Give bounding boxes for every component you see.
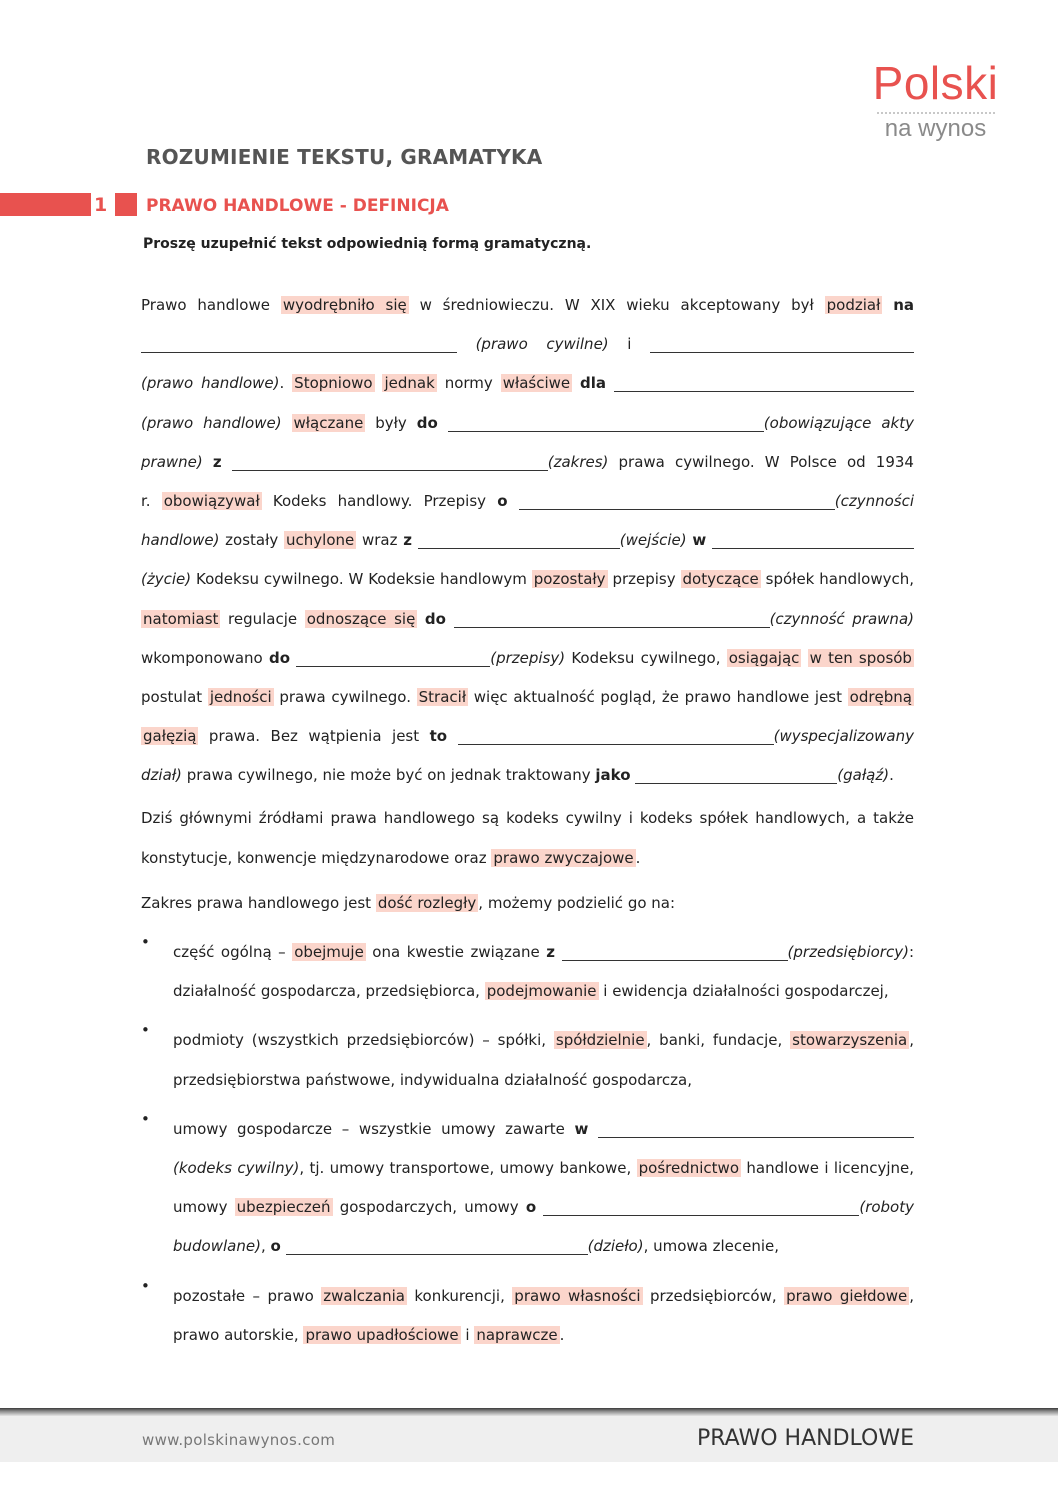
logo xyxy=(868,58,1003,142)
footer-divider xyxy=(0,1408,1058,1416)
hint: (kodeks cywilny) xyxy=(173,1158,300,1177)
hint: (dzieło) xyxy=(587,1237,644,1256)
logo-name: Polski xyxy=(872,57,999,109)
logo-tagline: na wynos xyxy=(884,115,987,142)
blank-field[interactable] xyxy=(454,609,770,628)
blank-field[interactable] xyxy=(562,942,788,961)
hint: (prawo handlowe) xyxy=(141,413,282,432)
blank-field[interactable] xyxy=(519,491,835,510)
list-item: • podmioty (wszystkich przedsiębiorców) – spółki, spółdzielnie , banki, fundacje, stowarzyszenia , przedsiębiorstwa państwowe, indywidualna działalność gospodarcza, xyxy=(141,1021,914,1089)
paragraph-scope: Zakres prawa handlowego jest dość rozległy , możemy podzielić go na: xyxy=(141,893,676,912)
hint: (życie) xyxy=(141,570,192,589)
blank-field[interactable] xyxy=(614,373,914,392)
section-title: PRAWO HANDLOWE - DEFINICJA xyxy=(146,196,449,216)
page-title: ROZUMIENIE TEKSTU, GRAMATYKA xyxy=(146,145,543,169)
hint: (zakres) xyxy=(547,452,609,471)
hint: (czynność prawna) xyxy=(769,609,914,628)
list-item: • część ogólną – obejmuje ona kwestie związane z (przedsiębiorcy): działalność gospodarcza, przedsiębiorca, podejmowanie i ewidencja działalności gospodarczej, xyxy=(141,933,914,1001)
blank-field[interactable] xyxy=(598,1119,914,1138)
blank-field[interactable] xyxy=(418,530,620,549)
paragraph-sources: Dziś głównymi źródłami prawa handlowego są kodeks cywilny i kodeks spółek handlowych, a także konstytucje, konwencje międzynarodowe oraz prawo zwyczajowe . xyxy=(141,809,914,867)
section-number: 1 xyxy=(94,194,108,216)
logo-divider xyxy=(877,112,995,114)
section-accent-bar xyxy=(0,193,91,216)
hint: (gałąź) xyxy=(837,766,890,785)
paragraph-definition: Prawo handlowe wyodrębniło się w średniowieczu. W XIX wieku akceptowany był podział na (prawo cywilne) i (prawo handlowe). Stopniowo jednak normy właściwe dla (prawo handlowe) włączane były do (obowiązujące akty prawne) z (zakres) prawa cywilnego. W Polsce od 1934 r. obowiązywał Kodeks handlowy. Przepisy o (czynności handlowe) zostały uchylone wraz z (wejście) w (życie) Kodeksu cywilnego. W Kodeksie handlowym pozostały przepisy dotyczące spółek handlowych, natomiast regulacje odnoszące się do (czynność prawna) wkomponowano do (przepisy) Kodeksu cywilnego, osiągając w ten sposób postulat jedności prawa cywilnego. Stracił więc aktualność pogląd, że prawo handlowe jest odrębną gałęzią prawa. Bez wątpienia jest to (wyspecjalizowany dział) prawa cywilnego, nie może być on jednak traktowany jako (gałąź). xyxy=(141,296,914,785)
blank-field[interactable] xyxy=(286,1236,588,1255)
footer-title: PRAWO HANDLOWE xyxy=(696,1426,914,1451)
blank-field[interactable] xyxy=(448,413,764,432)
blank-field[interactable] xyxy=(635,765,837,784)
blank-field[interactable] xyxy=(458,726,774,745)
section-accent-block xyxy=(115,193,137,216)
blank-field[interactable] xyxy=(543,1197,859,1216)
blank-field[interactable] xyxy=(650,334,914,353)
footer-url[interactable]: www.polskinawynos.com xyxy=(142,1431,336,1449)
hint: (przedsiębiorcy) xyxy=(787,943,909,961)
hint: (przepisy) xyxy=(490,648,566,667)
exercise-instruction: Proszę uzupełnić tekst odpowiednią formą gramatyczną. xyxy=(143,236,592,252)
blank-field[interactable] xyxy=(712,530,914,549)
list-item: • umowy gospodarcze – wszystkie umowy zawarte w (kodeks cywilny), tj. umowy transportowe, umowy bankowe, pośrednictwo handlowe i licencyjne, umowy ubezpieczeń gospodarczych, umowy o (roboty budowlane), o (dzieło), umowa zlecenie, xyxy=(141,1109,914,1256)
blank-field[interactable] xyxy=(296,648,490,667)
blank-field[interactable] xyxy=(141,334,457,353)
exercise-text xyxy=(141,286,914,1355)
hint: (prawo handlowe) xyxy=(141,374,280,393)
hint: (wejście) xyxy=(619,531,687,550)
list-item: • pozostałe – prawo zwalczania konkurencji, prawo własności przedsiębiorców, prawo giełdowe , prawo autorskie, prawo upadłościowe i naprawcze . xyxy=(141,1276,914,1344)
hint: (prawo cywilne) xyxy=(475,335,609,354)
blank-field[interactable] xyxy=(232,452,548,471)
scope-list xyxy=(141,933,914,1355)
